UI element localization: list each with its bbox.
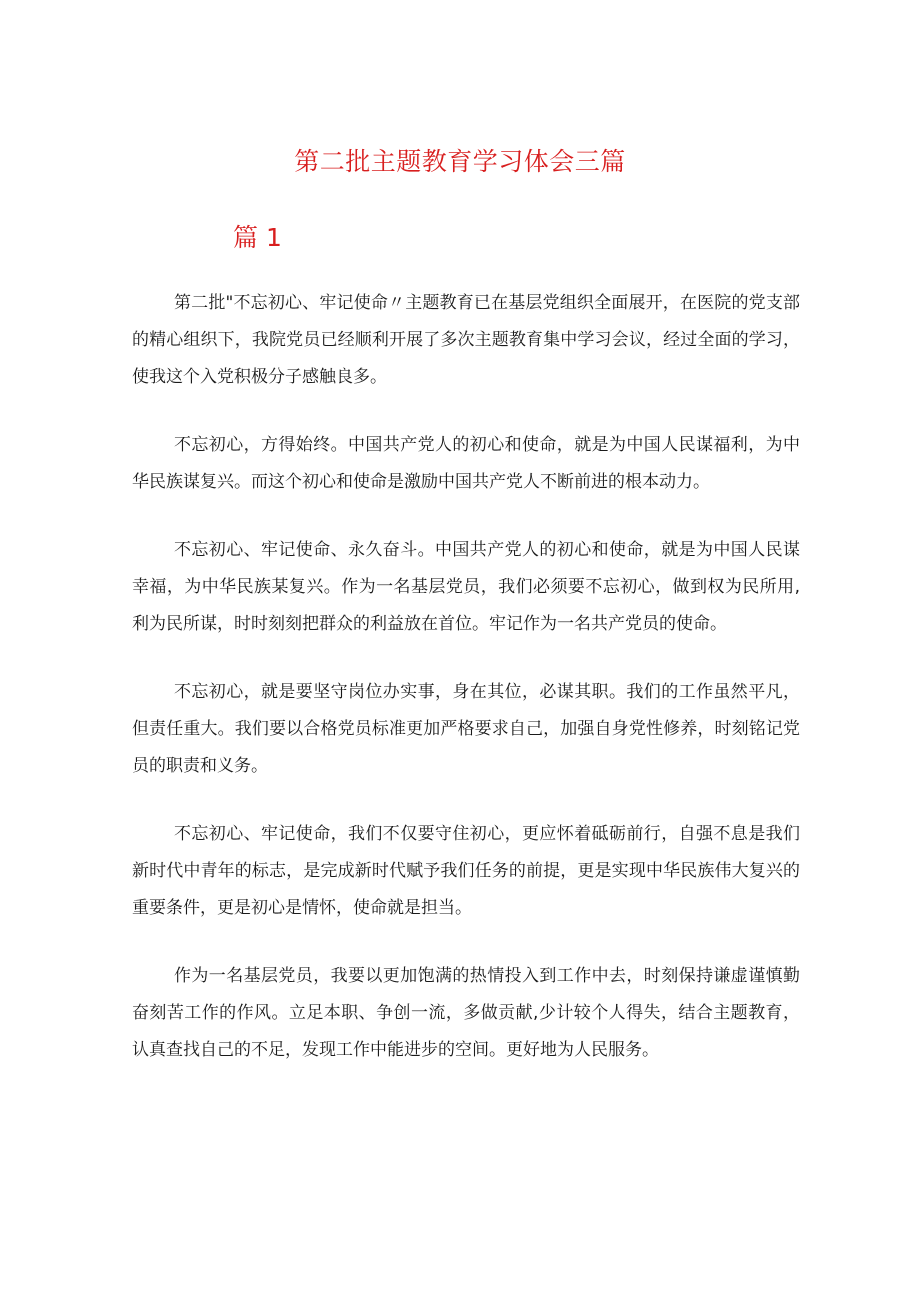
paragraph: 第二批"不忘初心、牢记使命〃主题教育已在基层党组织全面展开，在医院的党支部的精心组织下，我院党员已经顺利开展了多次主题教育集中学习会议，经过全面的学习，使我这个入党积极分子感触良多。 bbox=[132, 293, 800, 387]
document-title: 第二批主题教育学习体会三篇 bbox=[294, 147, 626, 176]
document-body bbox=[132, 285, 800, 1100]
paragraph: 不忘初心、牢记使命、永久奋斗。中国共产党人的初心和使命，就是为中国人民谋幸福，为中华民族某复兴。作为一名基层党员，我们必须要不忘初心，做到权为民所用,利为民所谋，时时刻刻把群众的利益放在首位。牢记作为一名共产党员的使命。 bbox=[132, 540, 800, 634]
section-heading: 篇 1 bbox=[233, 223, 282, 252]
paragraph: 不忘初心、牢记使命，我们不仅要守住初心，更应怀着砥砺前行，自强不息是我们新时代中青年的标志，是完成新时代赋予我们任务的前提，更是实现中华民族伟大复兴的重要条件，更是初心是情怀，使命就是担当。 bbox=[132, 824, 800, 918]
paragraph: 不忘初心，方得始终。中国共产党人的初心和使命，就是为中国人民谋福利，为中华民族谋复兴。而这个初心和使命是激励中国共产党人不断前进的根本动力。 bbox=[132, 435, 800, 492]
paragraph: 作为一名基层党员，我要以更加饱满的热情投入到工作中去，时刻保持谦虚谨慎勤奋刻苦工作的作风。立足本职、争创一流，多做贡献,少计较个人得失，结合主题教育，认真查找自己的不足，发现工作中能进步的空间。更好地为人民服务。 bbox=[132, 966, 800, 1060]
paragraph: 不忘初心，就是要坚守岗位办实事，身在其位，必谋其职。我们的工作虽然平凡，但责任重大。我们要以合格党员标准更加严格要求自己，加强自身党性修养，时刻铭记党员的职责和义务。 bbox=[132, 682, 800, 776]
